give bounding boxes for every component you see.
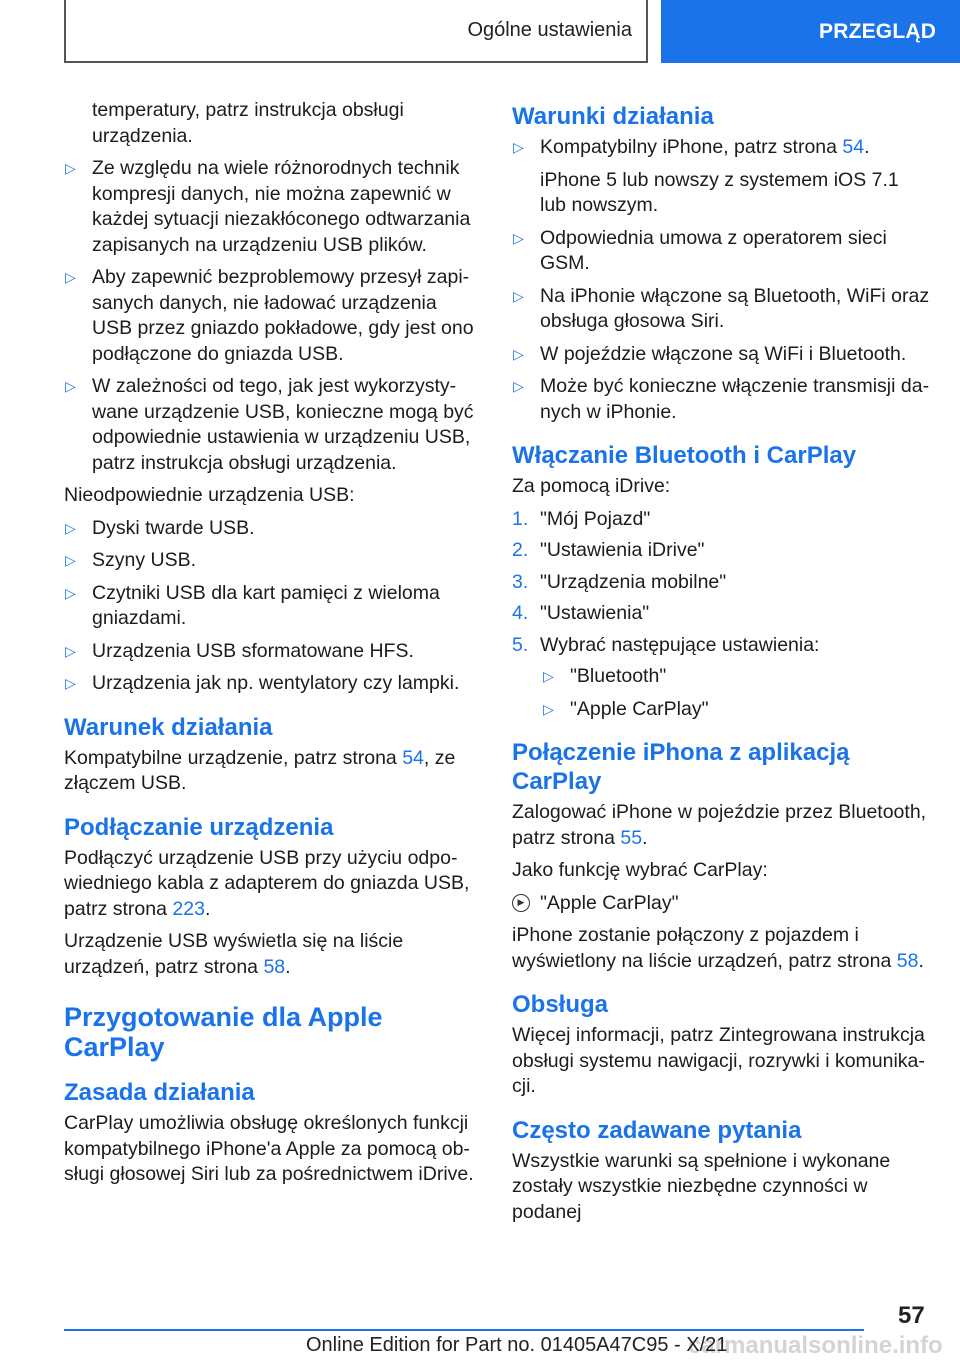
enable-intro: Za pomocą iDrive:: [512, 475, 671, 497]
triangle-bullet-icon: ▷: [65, 584, 76, 601]
list-item: ▷ W pojeździe włączone są WiFi i Bluetooth.: [512, 342, 930, 368]
list-item: ▷ Aby zapewnić bezproblemowy przesył zapisanych danych, nie ładować urządzenia USB przez gniazdo pokładowe, gdy jest ono podłączone do gniazda USB.: [65, 266, 474, 365]
heading-operation: Obsługa: [512, 991, 609, 1018]
triangle-bullet-icon: ▷: [65, 378, 76, 394]
list-item: ▷ Może być konieczne włączenie transmisji danych w iPhonie.: [513, 375, 930, 423]
list-item: ▷ Urządzenia jak np. wentylatory czy lampki.: [64, 671, 476, 697]
list-item: ▷ W zależności od tego, jak jest wykorzystywane urządzenie USB, konieczne mogą być odpowiednie ustawienia w urządzeniu USB, patrz instrukcja obsługi urządzenia.: [65, 375, 474, 474]
triangle-bullet-icon: ▷: [65, 642, 76, 659]
triangle-bullet-icon: ▷: [513, 229, 524, 246]
list-item: ▷ Kompatybilny iPhone, patrz strona 54.: [512, 135, 930, 161]
heading-enable: Włączanie Bluetooth i CarPlay: [512, 442, 857, 469]
triangle-bullet-icon: ▷: [513, 345, 524, 362]
triangle-bullet-icon: ▷: [543, 700, 554, 717]
page-link[interactable]: 58: [263, 955, 286, 978]
heading-connect: Podłączanie urządzenia: [64, 813, 334, 841]
pair-text: Zalogować iPhone w pojeździe przez Bluetooth, patrz strona 55.: [512, 801, 927, 849]
heading-condition: Warunek działania: [64, 713, 273, 741]
page-link[interactable]: 223: [172, 897, 205, 920]
page-link[interactable]: 54: [842, 136, 865, 158]
pair-text-2: Jako funkcję wybrać CarPlay:: [512, 859, 768, 881]
heading-conditions: Warunki działania: [512, 103, 714, 130]
triangle-bullet-icon: ▷: [65, 519, 76, 536]
heading-prepare-carplay: Przygotowanie dla Apple CarPlay: [64, 1002, 383, 1062]
connect-text: Podłączyć urządzenie USB przy użyciu odpowiedniego kabla z adapterem do gniazda USB, patrz strona 223.: [64, 846, 470, 920]
controller-step: ▶ "Apple CarPlay": [512, 891, 930, 917]
page-link[interactable]: 55: [620, 826, 643, 849]
left-column: [64, 98, 476, 1195]
section-header: [64, 0, 648, 63]
step-item: 1. "Mój Pojazd": [512, 507, 651, 530]
continued-text: temperatury, patrz instrukcja obsługi urządzenia.: [92, 99, 404, 147]
triangle-bullet-icon: ▷: [65, 552, 76, 568]
edition-footer: Online Edition for Part no. 01405A47C95 - X/21: [306, 1334, 728, 1356]
sub-step-item: ▷ "Bluetooth": [512, 664, 930, 690]
step-item: 2. "Ustawienia iDrive": [512, 539, 705, 561]
list-item: ▷ Na iPhonie włączone są Bluetooth, WiFi oraz obsługa głosowa Siri.: [513, 284, 930, 332]
triangle-bullet-icon: ▷: [513, 139, 524, 155]
list-item: ▷ Czytniki USB dla kart pamięci z wieloma gniazdami.: [65, 581, 440, 629]
overview-tab[interactable]: [661, 0, 960, 63]
list-item: ▷ Odpowiednia umowa z operatorem sieci GSM.: [513, 226, 887, 274]
triangle-bullet-icon: ▷: [65, 269, 76, 285]
condition-text: Kompatybilne urządzenie, patrz strona 54, ze złączem USB.: [64, 746, 456, 794]
faq-text: Wszystkie warunki są spełnione i wykonane zostały wszystkie niezbędne czynności w podanej: [512, 1149, 891, 1223]
heading-principle: Zasada działania: [64, 1079, 255, 1106]
list-item: ▷ Ze względu na wiele różnorodnych technik kompresji danych, nie można zapewnić w każdej sytuacji niezakłóconego odtwarzania zapisanych na urządzeniu USB plików.: [65, 157, 471, 256]
right-column: [512, 98, 930, 1232]
sub-step-item: ▷ "Apple CarPlay": [512, 697, 930, 723]
step-item: 4. "Ustawienia": [512, 602, 650, 624]
unsuitable-intro: Nieodpowiednie urządzenia USB:: [64, 484, 355, 506]
heading-faq: Często zadawane pytania: [512, 1116, 802, 1144]
triangle-bullet-icon: ▷: [543, 668, 554, 684]
triangle-bullet-icon: ▷: [65, 675, 76, 691]
triangle-bullet-icon: ▷: [513, 287, 524, 304]
watermark: carmanualsonline.info: [688, 1332, 943, 1359]
triangle-bullet-icon: ▷: [513, 378, 524, 394]
controller-press-icon: ▶: [512, 894, 530, 912]
page-number: 57: [898, 1302, 925, 1329]
pair-text-3: iPhone zostanie połączony z pojazdem i wyświetlony na liście urządzeń, patrz strona 58.: [512, 924, 924, 972]
page-link[interactable]: 58: [896, 949, 919, 972]
section-title: Ogólne ustawienia: [467, 19, 632, 41]
page-link[interactable]: 54: [402, 746, 424, 769]
list-item: ▷ Dyski twarde USB.: [64, 516, 476, 542]
iphone-note: iPhone 5 lub nowszy z systemem iOS 7.1 lub nowszym.: [540, 168, 899, 216]
list-item: ▷ Szyny USB.: [64, 548, 476, 574]
operation-text: Więcej informacji, patrz Zintegrowana instrukcja obsługi systemu nawigacji, rozrywki i komunikacji.: [512, 1024, 925, 1097]
step-item: 3. "Urządzenia mobilne": [512, 570, 727, 593]
overview-tab-label: PRZEGLĄD: [819, 19, 937, 43]
footer-divider: [64, 1329, 864, 1331]
heading-pair: Połączenie iPhona z aplikacją CarPlay: [512, 739, 850, 795]
principle-text: CarPlay umożliwia obsługę określonych funkcji kompatybilnego iPhone'a Apple za pomocą obsługi głosowej Siri lub za pośrednictwem iDrive.: [64, 1112, 474, 1185]
list-item: ▷ Urządzenia USB sformatowane HFS.: [64, 639, 476, 665]
step-item: 5. Wybrać następujące ustawienia:: [512, 633, 820, 656]
triangle-bullet-icon: ▷: [65, 160, 76, 176]
connect-text-2: Urządzenie USB wyświetla się na liście urządzeń, patrz strona 58.: [64, 930, 404, 978]
